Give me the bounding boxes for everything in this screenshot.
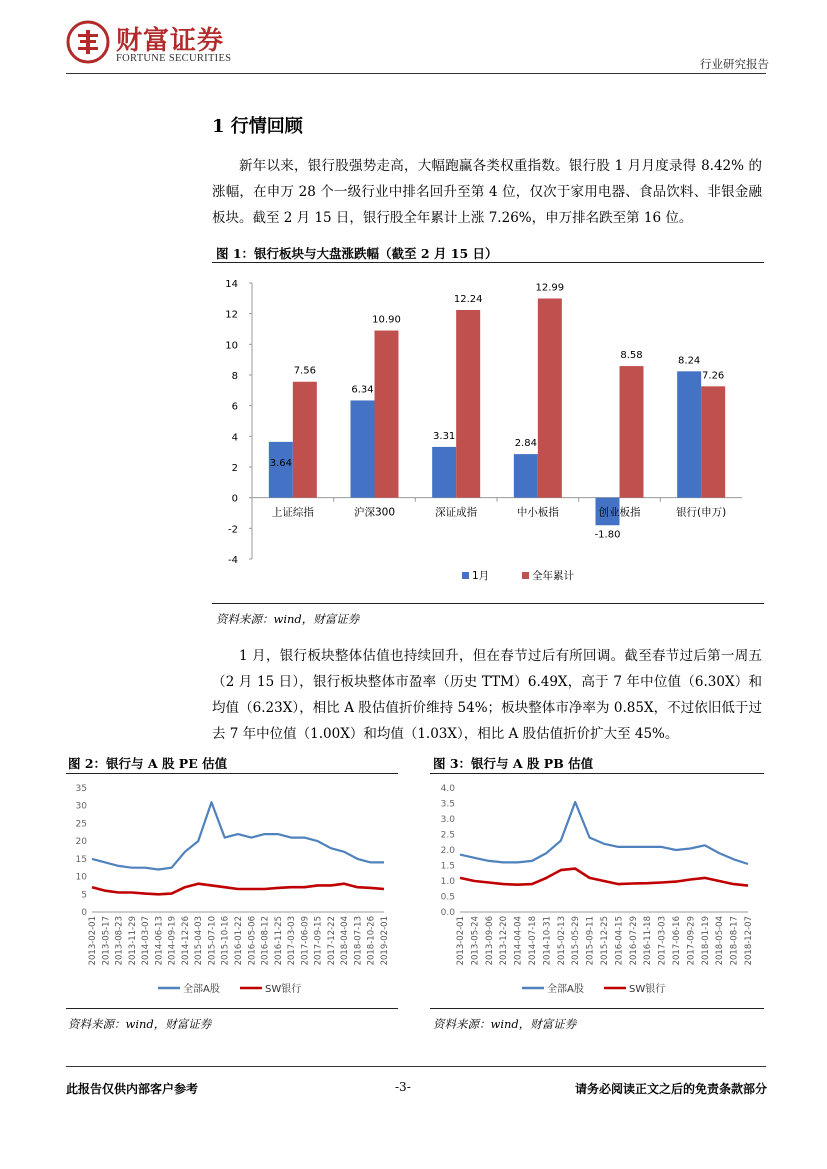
x-tick-label: 2017-03-03 [287, 916, 298, 966]
y-tick-label: 0.0 [440, 908, 455, 918]
bar-1月 [351, 400, 375, 497]
x-tick-label: 2018-04-04 [340, 916, 351, 966]
figure-3-title: 图 3：银行与 A 股 PB 估值 [433, 756, 594, 771]
figure-3-source: 资料来源：wind，财富证券 [433, 1017, 577, 1031]
y-tick-label: 2.5 [440, 830, 455, 841]
y-tick-label: 0 [81, 908, 87, 918]
legend-label: 1月 [472, 570, 490, 582]
page-number: -3- [395, 1080, 411, 1094]
x-tick-label: 2018-12-07 [744, 916, 754, 966]
x-tick-label: 2013-08-23 [114, 916, 125, 966]
x-tick-label: 2013-02-01 [456, 916, 466, 966]
x-tick-label: 2014-03-07 [141, 916, 152, 966]
x-tick-label: 2013-09-06 [484, 916, 495, 966]
data-label: 12.24 [453, 293, 483, 305]
x-tick-label: 2016-01-22 [234, 916, 244, 966]
figure-2-title: 图 2：银行与 A 股 PE 估值 [68, 756, 228, 771]
legend-swatch [462, 572, 469, 579]
footer-disclaimer-right: 请务必阅读正文之后的免责条款部分 [574, 1082, 767, 1096]
footer-rule [66, 1066, 766, 1067]
pb-line-chart [430, 774, 764, 1008]
series-line-SW银行 [92, 884, 384, 895]
figure-1-source: 资料来源：wind，财富证券 [216, 612, 360, 626]
data-label: 3.64 [269, 457, 292, 469]
x-tick-label: 2014-06-13 [154, 916, 165, 966]
y-tick-label: 6 [231, 401, 238, 413]
y-tick-label: 20 [75, 837, 87, 848]
bar-全年累计 [375, 331, 399, 498]
x-tick-label: 2015-04-03 [194, 916, 205, 966]
y-tick-label: 4.0 [440, 784, 455, 794]
logo-name-en: FORTUNE SECURITIES [116, 53, 232, 64]
y-tick-label: 3.5 [440, 799, 455, 810]
bar-1月 [514, 454, 538, 498]
y-tick-label: 0.5 [440, 892, 455, 903]
x-tick-label: 银行(申万) [676, 506, 727, 519]
legend-label: SW银行 [629, 984, 666, 995]
series-line-全部A股 [460, 802, 748, 864]
y-tick-label: 0 [231, 493, 238, 505]
y-tick-label: 8 [231, 371, 238, 382]
series-line-SW银行 [460, 869, 748, 886]
x-tick-label: 上证综指 [271, 506, 314, 519]
x-tick-label: 2014-09-19 [167, 916, 178, 966]
bar-1月 [432, 447, 456, 498]
x-tick-label: 深证成指 [435, 506, 478, 519]
y-tick-label: 2 [231, 463, 238, 474]
legend-label: 全部A股 [183, 984, 220, 995]
x-tick-label: 2018-10-26 [366, 916, 377, 966]
y-tick-label: 12 [225, 309, 238, 321]
series-line-全部A股 [92, 802, 384, 869]
x-tick-label: 2016-05-06 [247, 916, 258, 966]
figure-2-source: 资料来源：wind，财富证券 [68, 1017, 212, 1031]
data-label: -1.80 [594, 529, 621, 541]
x-tick-label: 2013-12-20 [499, 916, 510, 966]
bar-全年累计 [701, 386, 725, 497]
x-tick-label: 2013-02-01 [88, 916, 98, 966]
section-title: 1 行情回顾 [212, 116, 303, 137]
figure-1-title: 图 1：银行板块与大盘涨跌幅（截至 2 月 15 日） [216, 246, 498, 261]
report-type: 行业研究报告 [700, 57, 769, 71]
x-tick-label: 2015-12-25 [600, 916, 610, 966]
figure-1-frame [212, 262, 764, 604]
data-label: 12.99 [535, 282, 565, 294]
x-tick-label: 2015-02-13 [556, 916, 567, 966]
data-label: 7.26 [702, 370, 725, 382]
data-label: 8.58 [620, 350, 643, 362]
x-tick-label: 2018-08-17 [729, 916, 740, 966]
y-tick-label: 10 [225, 340, 238, 352]
x-tick-label: 2015-05-29 [571, 916, 582, 966]
x-tick-label: 2014-04-04 [513, 916, 524, 966]
y-tick-label: 15 [75, 854, 87, 865]
header-rule [66, 73, 766, 74]
data-label: 7.56 [293, 365, 316, 377]
x-tick-label: 2013-05-17 [101, 916, 112, 966]
x-tick-label: 2018-01-19 [700, 916, 711, 966]
x-tick-label: 2013-11-29 [127, 916, 138, 966]
x-tick-label: 2018-05-04 [715, 916, 726, 966]
x-tick-label: 2017-03-03 [657, 916, 668, 966]
footer-disclaimer-left: 此报告仅供内部客户参考 [66, 1082, 199, 1096]
data-label: 8.24 [678, 355, 701, 367]
data-label: 6.34 [351, 384, 374, 396]
x-tick-label: 2017-12-22 [326, 916, 337, 966]
x-tick-label: 2018-07-13 [353, 916, 364, 966]
bar-chart [212, 263, 764, 603]
x-tick-label: 2016-07-29 [628, 916, 639, 966]
x-tick-label: 2017-09-15 [313, 916, 324, 966]
data-label: 3.31 [433, 430, 456, 442]
data-label: 2.84 [514, 438, 537, 450]
y-tick-label: -4 [228, 555, 238, 566]
x-tick-label: 2014-12-26 [180, 916, 191, 966]
x-tick-label: 2017-06-09 [300, 916, 311, 966]
y-tick-label: -2 [228, 524, 238, 536]
legend-swatch [522, 572, 529, 579]
legend-label: 全部A股 [547, 984, 584, 995]
x-tick-label: 2015-09-11 [585, 916, 596, 966]
bar-全年累计 [620, 366, 644, 498]
y-tick-label: 14 [225, 279, 238, 290]
y-tick-label: 5 [81, 890, 87, 901]
x-tick-label: 2014-07-18 [528, 916, 538, 966]
y-tick-label: 3.0 [440, 815, 455, 825]
x-tick-label: 2015-07-10 [207, 916, 218, 966]
x-tick-label: 2017-09-29 [686, 916, 697, 966]
x-tick-label: 2016-04-15 [614, 916, 625, 966]
bar-1月 [677, 371, 701, 497]
x-tick-label: 2014-10-31 [542, 916, 553, 966]
y-tick-label: 1.0 [440, 877, 455, 887]
x-tick-label: 2016-11-18 [643, 916, 654, 966]
bar-1月 [269, 442, 293, 498]
legend-label: SW银行 [265, 984, 302, 995]
bar-全年累计 [293, 382, 317, 498]
x-tick-label: 2015-10-16 [220, 916, 231, 966]
y-tick-label: 10 [75, 872, 87, 883]
x-tick-label: 沪深300 [353, 506, 396, 519]
figure-3-frame [430, 773, 764, 1009]
y-tick-label: 25 [75, 819, 87, 830]
y-tick-label: 35 [75, 784, 87, 794]
y-tick-label: 30 [75, 801, 87, 812]
paragraph-2: 1 月，银行板块整体估值也持续回升，但在春节过后有所回调。截至春节过后第一周五（2 月 15 日），银行板块整体市盈率（历史 TTM）6.49X，高于 7 年中位值（6.30X）和均值（6.23X），相比 A 股估值折价维持 54%；板块整体市净率为 0.85X，不过依旧低于过去 7 年中位值（1.00X）和均值（1.03X），相比 A 股估值折价扩大至 45%。 [212, 648, 762, 742]
y-tick-label: 2.0 [440, 846, 455, 856]
x-tick-label: 中小板指 [516, 506, 559, 519]
x-tick-label: 2017-06-16 [672, 916, 682, 966]
x-tick-label: 2016-11-25 [273, 916, 284, 966]
bar-全年累计 [456, 310, 480, 498]
x-tick-label: 2013-05-24 [470, 916, 481, 966]
x-tick-label: 创业板指 [598, 506, 641, 519]
data-label: 10.90 [372, 314, 401, 326]
paragraph-1: 新年以来，银行股强势走高，大幅跑赢各类权重指数。银行股 1 月月度录得 8.42% 的涨幅，在申万 28 个一级行业中排名回升至第 4 位，仅次于家用电器、食品饮料、非银金融板块。截至 2 月 15 日，银行股全年累计上涨 7.26%，申万排名跌至第 16 位。 [212, 158, 762, 226]
logo-emblem [66, 20, 110, 64]
y-tick-label: 4 [231, 432, 238, 444]
bar-全年累计 [538, 298, 562, 497]
figure-2-frame [66, 773, 398, 1009]
pe-line-chart [66, 774, 398, 1008]
legend-label: 全年累计 [532, 570, 574, 582]
logo-name-cn: 财富证券 [116, 26, 225, 56]
x-tick-label: 2019-02-01 [380, 916, 390, 966]
y-tick-label: 1.5 [440, 861, 455, 872]
x-tick-label: 2016-08-12 [260, 916, 271, 966]
